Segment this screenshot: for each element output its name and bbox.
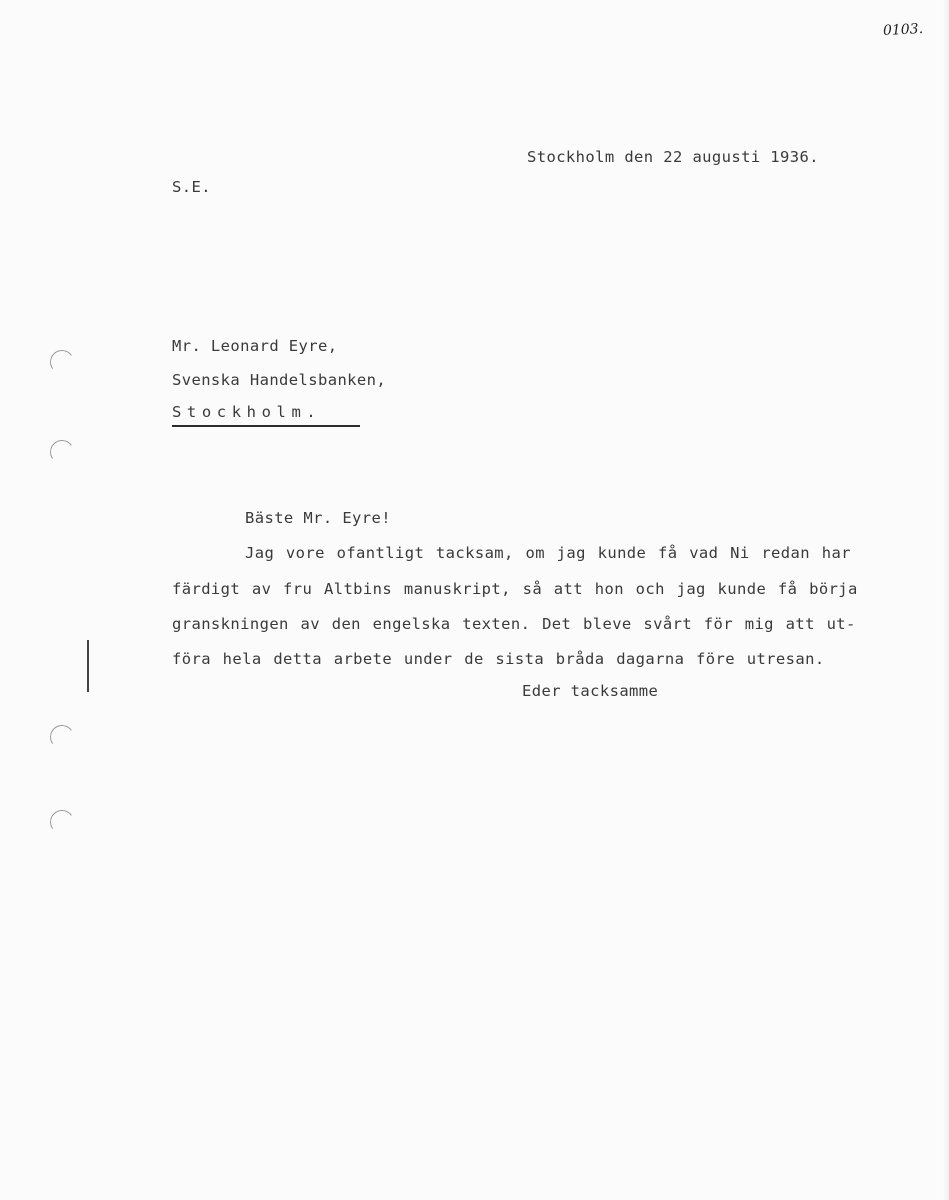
recipient-city: Stockholm.: [172, 403, 322, 421]
punch-hole-mark: [48, 723, 76, 751]
punch-hole-mark: [48, 348, 76, 376]
body-line: granskningen av den engelska texten. Det bleve svårt för mig att ut-: [172, 615, 856, 633]
archive-number: 0103.: [882, 20, 924, 40]
salutation: Bäste Mr. Eyre!: [245, 509, 391, 527]
punch-hole-mark: [48, 438, 76, 466]
page-edge-shadow: [943, 0, 949, 1200]
sender-initials: S.E.: [172, 178, 211, 196]
body-line: föra hela detta arbete under de sista bråda dagarna före utresan.: [172, 650, 825, 668]
place-date: Stockholm den 22 augusti 1936.: [527, 148, 819, 166]
city-underline: [172, 425, 360, 427]
recipient-company: Svenska Handelsbanken,: [172, 371, 387, 389]
punch-hole-mark: [48, 808, 76, 836]
body-line: färdigt av fru Altbins manuskript, så att hon och jag kunde få börja: [172, 580, 858, 598]
recipient-name: Mr. Leonard Eyre,: [172, 337, 338, 355]
body-line: Jag vore ofantligt tacksam, om jag kunde få vad Ni redan har: [245, 544, 851, 562]
closing: Eder tacksamme: [522, 682, 659, 700]
margin-pencil-mark: [87, 640, 89, 692]
